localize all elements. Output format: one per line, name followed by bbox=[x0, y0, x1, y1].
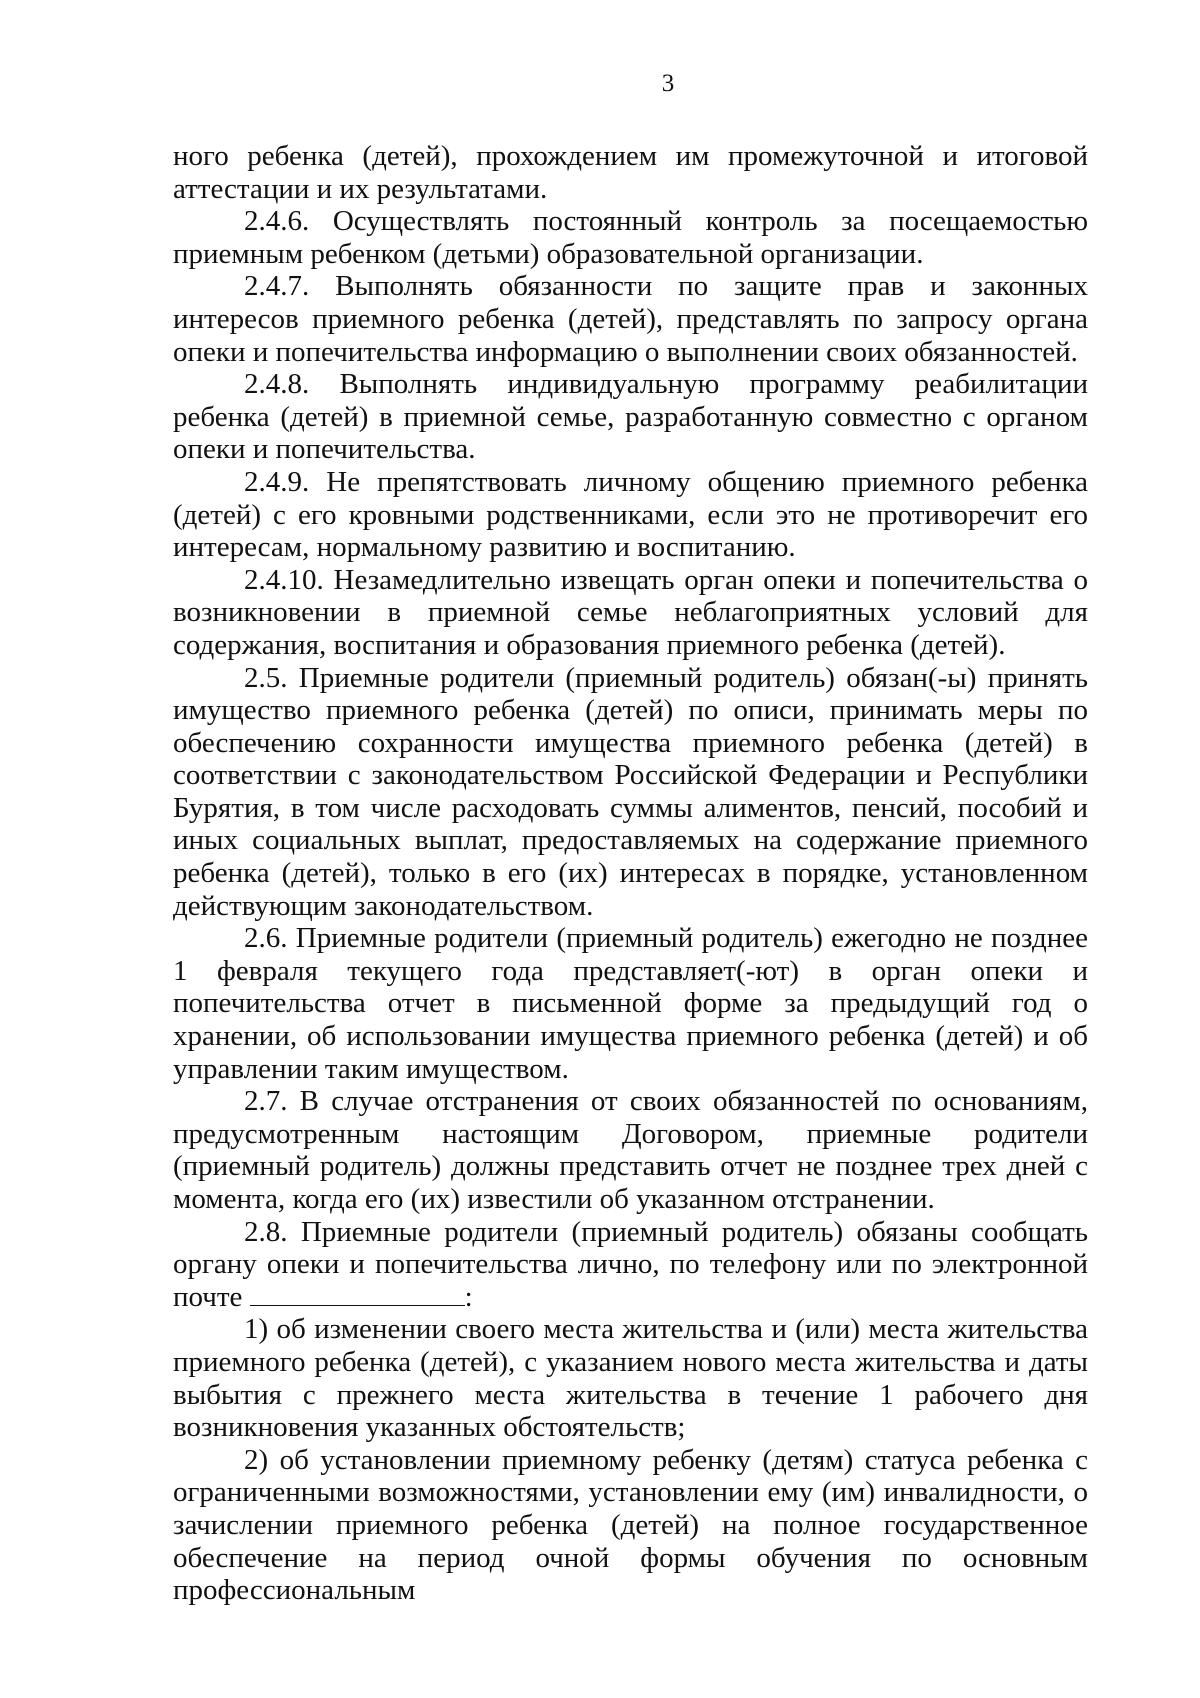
email-blank-field bbox=[250, 1283, 465, 1306]
paragraph-2-5: 2.5. Приемные родители (приемный родитель) обязан(-ы) принять имущество приемного ребенка (детей) по описи, принимать меры по обеспечению сохранности имущества приемного ребенка (детей) в соответствии с законодательством Российской Федерации и Республики Бурятия, в том числе расходовать суммы алиментов, пенсий, пособий и иных социальных выплат, предоставляемых на содержание приемного ребенка (детей), только в его (их) интересах в порядке, установленном действующим законодательством. bbox=[173, 661, 1088, 922]
paragraph-2-6: 2.6. Приемные родители (приемный родитель) ежегодно не позднее 1 февраля текущего года представляет(-ют) в орган опеки и попечительства отчет в письменной форме за предыдущий год о хранении, об использовании имущества приемного ребенка (детей) и об управлении таким имуществом. bbox=[173, 922, 1088, 1085]
document-body bbox=[173, 140, 1088, 1607]
page-number: 3 bbox=[661, 70, 675, 97]
paragraph-2-8-colon: : bbox=[464, 1280, 473, 1313]
list-item-1: 1) об изменении своего места жительства и (или) места жительства приемного ребенка (детей), с указанием нового места жительства и даты выбытия с прежнего места жительства в течение 1 рабочего дня возникновения указанных обстоятельств; bbox=[173, 1313, 1088, 1444]
paragraph-2-4-6: 2.4.6. Осуществлять постоянный контроль за посещаемостью приемным ребенком (детьми) образовательной организации. bbox=[173, 205, 1088, 270]
paragraph-2-4-10: 2.4.10. Незамедлительно извещать орган опеки и попечительства о возникновении в приемной семье неблагоприятных условий для содержания, воспитания и образования приемного ребенка (детей). bbox=[173, 563, 1088, 661]
paragraph-continuation: ного ребенка (детей), прохождением им промежуточной и итоговой аттестации и их результатами. bbox=[173, 140, 1088, 205]
paragraph-2-4-8: 2.4.8. Выполнять индивидуальную программу реабилитации ребенка (детей) в приемной семье, разработанную совместно с органом опеки и попечительства. bbox=[173, 368, 1088, 466]
paragraph-2-7: 2.7. В случае отстранения от своих обязанностей по основаниям, предусмотренным настоящим Договором, приемные родители (приемный родитель) должны представить отчет не позднее трех дней с момента, когда его (их) известили об указанном отстранении. bbox=[173, 1085, 1088, 1215]
paragraph-2-8-text: 2.8. Приемные родители (приемный родитель) обязаны сообщать органу опеки и попечительства лично, по телефону или по электронной почте bbox=[173, 1215, 1088, 1313]
paragraph-2-4-7: 2.4.7. Выполнять обязанности по защите прав и законных интересов приемного ребенка (детей), представлять по запросу органа опеки и попечительства информацию о выполнении своих обязанностей. bbox=[173, 270, 1088, 368]
list-item-2: 2) об установлении приемному ребенку (детям) статуса ребенка с ограниченными возможностями, установлении ему (им) инвалидности, о зачислении приемного ребенка (детей) на полное государственное обеспечение на период очной формы обучения по основным профессиональным bbox=[173, 1443, 1088, 1607]
paragraph-2-4-9: 2.4.9. Не препятствовать личному общению приемного ребенка (детей) с его кровными родственниками, если это не противоречит его интересам, нормальному развитию и воспитанию. bbox=[173, 465, 1088, 564]
paragraph-2-8 bbox=[173, 1216, 1088, 1314]
